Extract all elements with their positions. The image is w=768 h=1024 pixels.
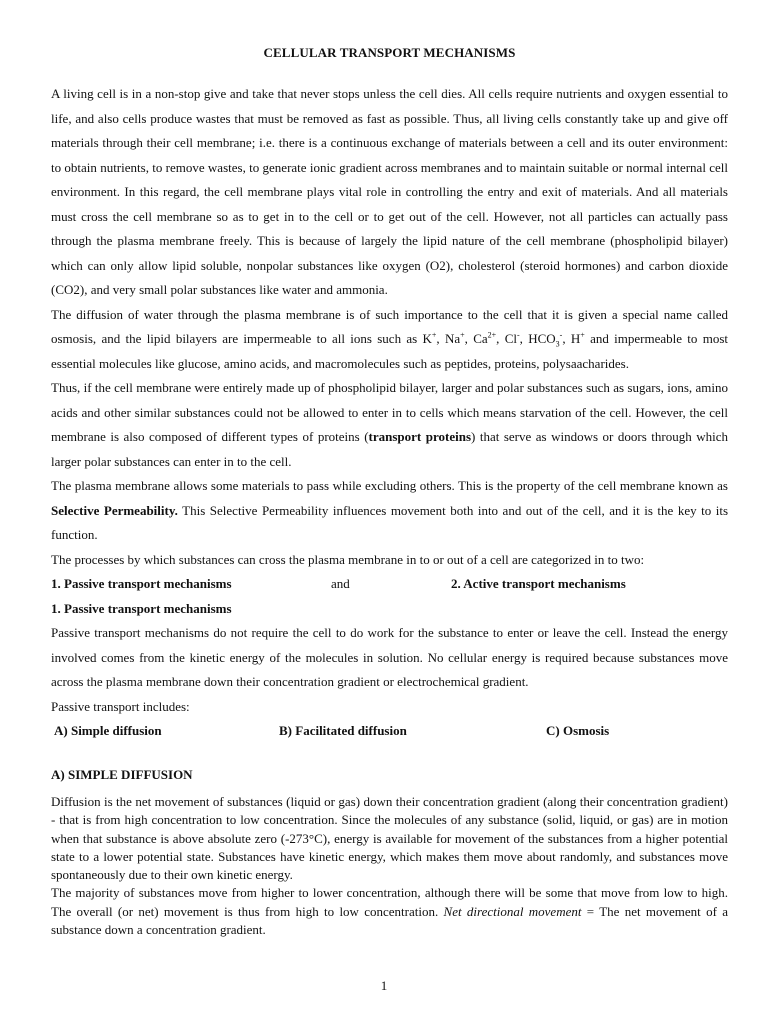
type-osmosis: C) Osmosis: [546, 723, 610, 738]
category-passive: 1. Passive transport mechanisms: [51, 576, 232, 591]
paragraph-osmosis: The diffusion of water through the plasma membrane is of such importance to the cell that it is given a special name called osmosis, and the lipid bilayers are impermeable to all ions such as K+, Na+, $Ca^{2+}$, Cl-, $HCO_3^-$, H+ and impermeable to most essential molecules like glucose, amino acids, and macromolecules such as peptides, proteins, polysaacharides.: [51, 306, 728, 371]
type-facilitated-diffusion: B) Facilitated diffusion: [279, 723, 407, 738]
paragraph-diffusion-definition: Diffusion is the net movement of substances (liquid or gas) down their concentration gradient (along their concentration gradient) - that is from high concentration to low concentration. Since the molecules of any substance (solid, liquid, or gas) are in motion when that substance is above absolute zero (-273°C), energy is available for movement of the substances from a higher potential state to a lower potential state. Substances have kinetic energy, which makes them move about randomly, and substances move spontaneously due to their own kinetic energy.: [51, 794, 728, 883]
page-number: 1: [380, 978, 388, 993]
passive-types: [51, 719, 728, 744]
intro-body: [51, 82, 728, 744]
simple-diffusion-body: [51, 793, 728, 939]
category-and: and: [331, 576, 350, 591]
document-title: CELLULAR TRANSPORT MECHANISMS: [263, 45, 516, 60]
paragraph-living-cell: A living cell is in a non-stop give and take that never stops unless the cell dies. All cells require nutrients and oxygen essential to life, and also cells produce wastes that must be removed as fast as possible. Thus, all living cells constantly take up and give off materials through their cell membrane; i.e. there is a continuous exchange of materials between a cell and its outer environment: to obtain nutrients, to remove wastes, to generate ionic gradient across membranes and to maintain suitable or normal internal cell environment. In this regard, the cell membrane plays vital role in controlling the entry and exit of materials. And all materials must cross the cell membrane so as to get in to the cell or to get out of the cell. However, not all particles can actually pass through the plasma membrane freely. This is because of largely the lipid nature of the cell membrane (phospholipid bilayer) which can only allow lipid soluble, nonpolar substances like oxygen (O2), cholesterol (steroid hormones) and carbon dioxide (CO2), and very small polar substances like water and ammonia.: [51, 86, 728, 297]
paragraph-selective-permeability: The plasma membrane allows some materials to pass while excluding others. This is the property of the cell membrane known as Selective Permeability. This Selective Permeability influences movement both into and out of the cell, and it is the key to its function.: [51, 478, 728, 542]
transport-categories: [51, 572, 728, 597]
paragraph-categories-intro: The processes by which substances can cross the plasma membrane in to or out of a cell are categorized in to two:: [51, 551, 645, 567]
passive-heading: 1. Passive transport mechanisms: [51, 600, 232, 616]
passive-includes-label: Passive transport includes:: [51, 698, 190, 714]
paragraph-passive-description: Passive transport mechanisms do not require the cell to do work for the substance to enter or leave the cell. Instead the energy involved comes from the kinetic energy of the molecules in solution. No cellular energy is required because substances move across the plasma membrane down their concentration gradient or electrochemical gradient.: [51, 625, 728, 689]
paragraph-transport-proteins: Thus, if the cell membrane were entirely made up of phospholipid bilayer, larger and polar substances such as sugars, ions, amino acids and other similar substances could not be allowed to enter in to cells which means starvation of the cell. However, the cell membrane is also composed of different types of proteins (transport proteins) that serve as windows or doors through which larger polar substances can enter in to the cell.: [51, 380, 728, 469]
paragraph-net-movement: The majority of substances move from higher to lower concentration, although there will be some that move from low to high. The overall (or net) movement is thus from high to low concentration. Net directional movement = The net movement of a substance down a concentration gradient.: [51, 885, 728, 938]
type-simple-diffusion: A) Simple diffusion: [54, 723, 162, 738]
category-active: 2. Active transport mechanisms: [451, 576, 626, 591]
simple-diffusion-heading: A) SIMPLE DIFFUSION: [51, 767, 193, 782]
